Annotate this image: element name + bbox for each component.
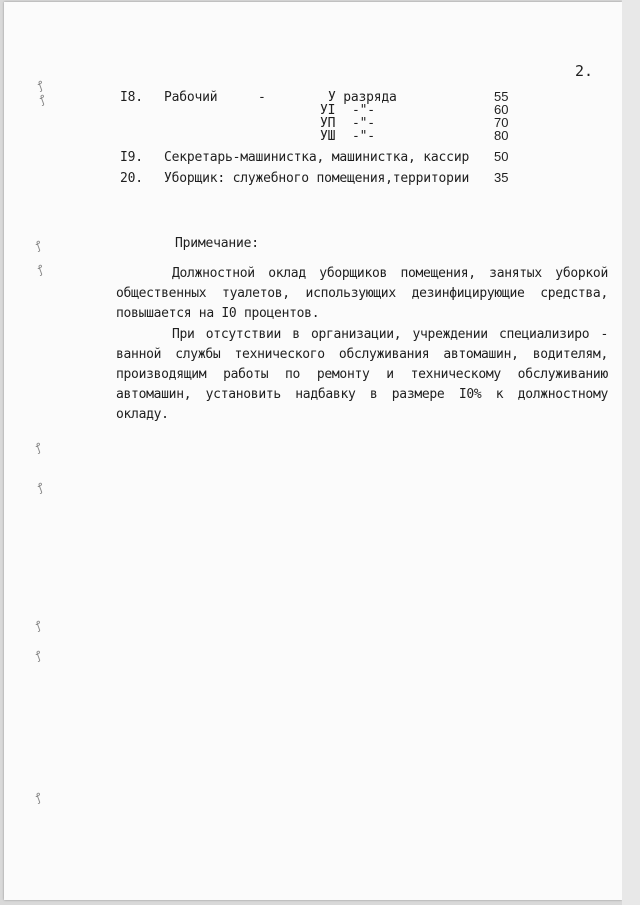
row-grade: УШ (320, 129, 336, 144)
row-value: 35 (494, 170, 509, 185)
row-grade: У разряда (328, 90, 397, 105)
note-paragraph (116, 264, 608, 324)
row-ditto: -"- (352, 103, 375, 118)
row-value: 70 (494, 115, 509, 130)
row-dash: - (258, 90, 266, 105)
row-ditto: -"- (352, 116, 375, 131)
scanner-edge (622, 0, 640, 905)
row-title: Секретарь-машинистка, машинистка, кассир (164, 150, 470, 165)
note-heading: Примечание: (175, 236, 259, 251)
note-paragraph (116, 325, 608, 425)
note-paragraph-text: При отсутствии в организации, учреждении специализиро - ванной службы технического обслуживания автомашин, водителям, производящим работы по ремонту и техническому обслуживанию автомашин, установить надбавку в размере I0% к должностному окладу. (116, 327, 608, 422)
row-grade: УI (320, 103, 336, 118)
margin-mark: ꝭ (35, 480, 46, 495)
margin-mark: ꝭ (37, 92, 48, 107)
margin-mark: ꝭ (33, 440, 44, 455)
document-page (4, 2, 622, 900)
row-title: Рабочий (164, 90, 218, 105)
margin-mark: ꝭ (35, 78, 46, 93)
row-grade: УП (320, 116, 336, 131)
row-value: 80 (494, 128, 509, 143)
note-paragraph-text: Должностной оклад уборщиков помещения, занятых уборкой общественных туалетов, использующих дезинфицирующие средства, повышается на I0 процентов. (116, 266, 608, 321)
row-value: 50 (494, 149, 509, 164)
row-value: 55 (494, 89, 509, 104)
row-number: 20. (120, 171, 143, 186)
margin-mark: ꝭ (33, 238, 44, 253)
margin-mark: ꝭ (35, 262, 46, 277)
row-ditto: -"- (352, 129, 375, 144)
margin-mark: ꝭ (33, 618, 44, 633)
margin-mark: ꝭ (33, 790, 44, 805)
page-number: 2. (575, 62, 594, 80)
row-value: 60 (494, 102, 509, 117)
row-title: Уборщик: служебного помещения,территории (164, 171, 470, 186)
margin-mark: ꝭ (33, 648, 44, 663)
row-number: I9. (120, 150, 143, 165)
row-number: I8. (120, 90, 143, 105)
